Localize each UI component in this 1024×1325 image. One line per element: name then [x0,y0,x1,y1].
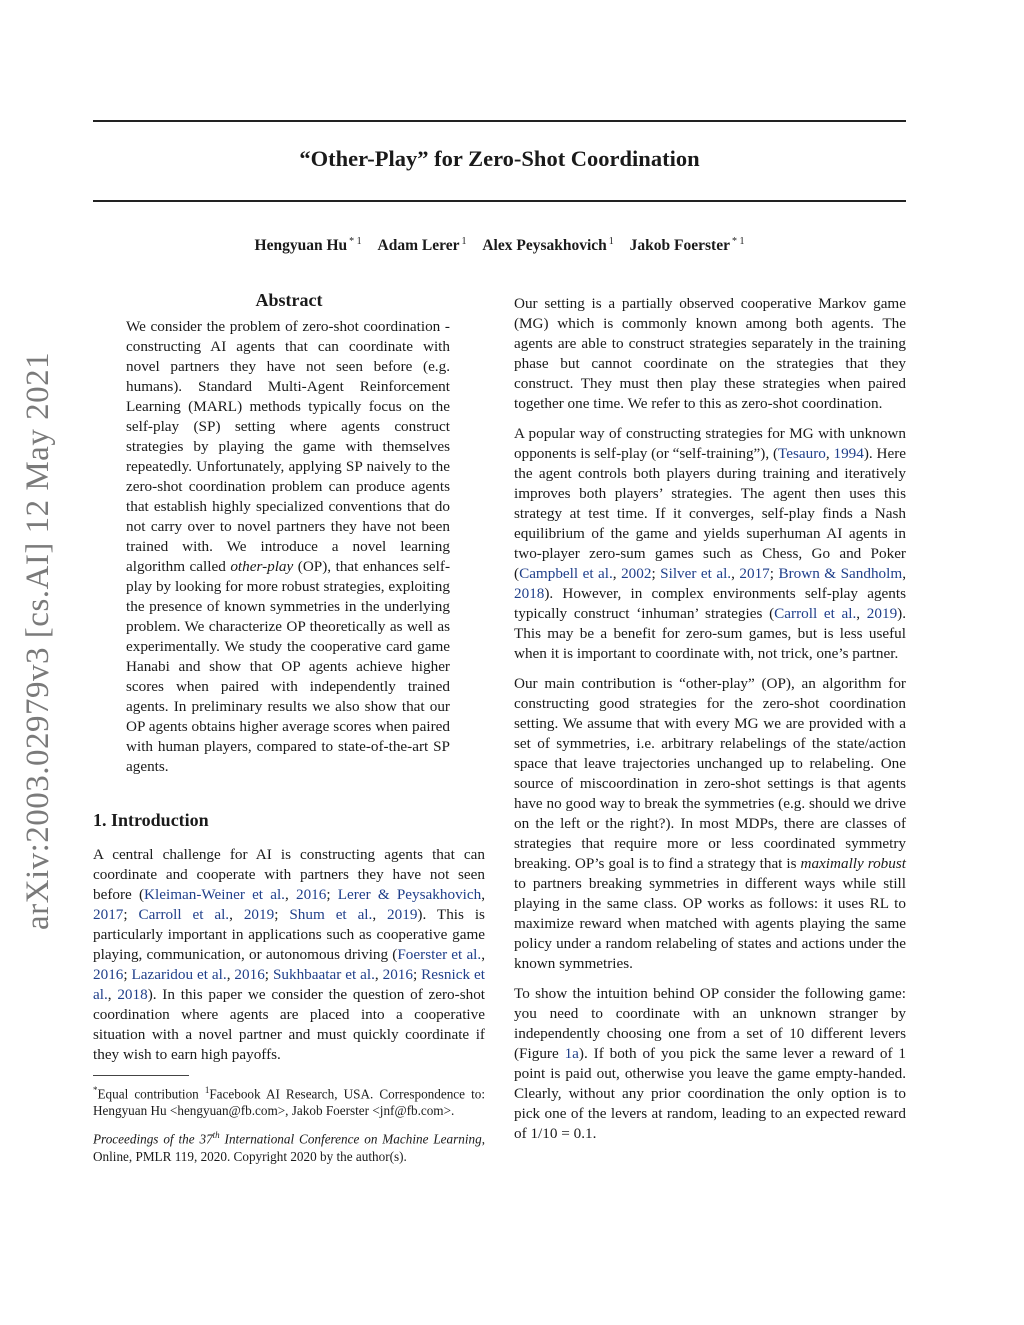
title-rule-bottom [93,200,906,202]
citation-link[interactable]: Shum et al. [289,906,373,923]
citation-link[interactable]: Silver et al. [660,565,732,582]
citation-year-link[interactable]: 2018 [514,585,545,602]
figure-reference-link[interactable]: 1a [564,1045,579,1062]
citation-link[interactable]: Resnick et al. [93,966,485,1003]
citation-year-link[interactable]: 2019 [387,906,418,923]
citation-year-link[interactable]: 2016 [295,886,327,903]
citation-link[interactable]: Lazaridou et al. [131,966,227,983]
footnote-affiliations: *Equal contribution $^1$Facebook AI Research, USA. Correspondence to: Hengyuan Hu <hengyuan@fb.com>, Jakob Foerster <jnf@fb.com>. [93,1085,485,1119]
section-heading-introduction: 1. Introduction [93,810,209,830]
citation-link[interactable]: Brown & Sandholm [778,565,903,582]
footnote-divider [93,1075,189,1076]
citation-link[interactable]: Sukhbaatar et al. [272,966,375,983]
citation-year-link[interactable]: 2016 [234,966,265,983]
citation-year-link[interactable]: 2017 [739,565,770,582]
citation-link[interactable]: Lerer & Peysakhovich [337,886,482,903]
citation-year-link[interactable]: 2016 [93,966,124,983]
abstract-heading: Abstract [255,290,323,310]
citation-link[interactable]: Foerster et al. [397,946,482,963]
body-paragraph: To show the intuition behind OP consider the following game: you need to coordinate with an unknown stranger by independently choosing one from a set of 10 different levers (Figure 1a). If both of you pick the same lever a reward of 1 point is paid out, otherwise you leave the game empty-handed. Clearly, without any prior coordination the only option is to pick one of the levers at random, leading to an expected reward of 1/10 = 0.1. [514,985,906,1142]
body-paragraph: Our main contribution is “other-play” (OP), an algorithm for constructing good strategies for the zero-shot coordination setting. We assume that with every MG we are provided with a set of symmetries, i.e. arbitrary relabelings of the state/action space that leave trajectories unchanged up to relabeling. One source of miscoordination in zero-shot settings is that agents have no good way to break the symmetries (e.g. should we drive on the left or the right?). In most MDPs, there are classes of strategies that require more or less coordinated symmetry breaking. OP’s goal is to find a strategy that is maximally robust to partners breaking symmetries in different ways while still playing in the same class. OP works as follows: it uses RL to maximize reward when matched with agents playing the same policy under a random relabeling of states and actions under the known symmetries. [514,675,906,972]
citation-link[interactable]: Carroll et al. [774,605,857,622]
citation-link[interactable]: Campbell et al. [519,565,613,582]
author-name: Alex Peysakhovich $^1$ [482,236,614,254]
citation-year-link[interactable]: 2018 [117,986,148,1003]
author-list [93,236,906,255]
title-rule-top [93,120,906,122]
footnote-proceedings: Proceedings of the 37th International Conference on Machine Learning, Online, PMLR 119, 2020. Copyright 2020 by the author(s). [93,1130,485,1164]
paper-title: “Other-Play” for Zero-Shot Coordination [299,146,700,171]
citation-link[interactable]: Carroll et al. [138,906,230,923]
body-paragraph: A popular way of constructing strategies for MG with unknown opponents is self-play (or “self-training”), (Tesauro, 1994). Here the agent controls both players during training and iteratively improves both players’ strategies. The agent then uses this strategy at test time. If it converges, self-play finds a Nash equilibrium of the game and yields superhuman AI agents in two-player zero-sum games such as Chess, Go and Poker (Campbell et al., 2002; Silver et al., 2017; Brown & Sandholm, 2018). However, in complex environments self-play agents typically construct ‘inhuman’ strategies (Carroll et al., 2019). This may be a benefit for zero-sum games, but is less useful when it is important to coordinate with, not trick, one’s partner. [514,425,907,662]
body-paragraph: Our setting is a partially observed cooperative Markov game (MG) which is commonly known among both agents. The agents are able to construct strategies separately in the training phase but cannot coordinate on the strategies that they construct. They must then play these strategies when paired together one time. We refer to this as zero-shot coordination. [514,295,906,412]
left-column [93,290,485,1173]
right-column [514,294,906,1154]
citation-link[interactable]: Kleiman-Weiner et al. [144,886,285,903]
citation-year-link[interactable]: 2019 [866,605,898,622]
author-name: Jakob Foerster $^{* 1}$ [629,236,745,254]
intro-paragraph: A central challenge for AI is constructing agents that can coordinate and cooperate with partners they have not seen before (Kleiman-Weiner et al., 2016; Lerer & Peysakhovich, 2017; Carroll et al., 2019; Shum et al., 2019). This is particularly important in applications such as cooperative game playing, communication, or autonomous driving (Foerster et al., 2016; Lazaridou et al., 2016; Sukhbaatar et al., 2016; Resnick et al., 2018). In this paper we consider the question of zero-shot coordination where agents are placed into a cooperative situation with a novel partner and must quickly coordinate if they wish to earn high payoffs. [93,846,486,1063]
author-name: Adam Lerer $^1$ [377,236,467,254]
citation-year-link[interactable]: 2019 [243,906,275,923]
citation-year-link[interactable]: 2002 [621,565,652,582]
citation-year-link[interactable]: 2017 [93,906,124,923]
citation-year-link[interactable]: 1994 [833,445,864,462]
citation-link[interactable]: Tesauro [778,445,826,462]
citation-year-link[interactable]: 2016 [382,966,413,983]
abstract-text: We consider the problem of zero-shot coordination - constructing AI agents that can coordinate with novel partners they have not seen before (e.g. humans). Standard Multi-Agent Reinforcement Learning (MARL) methods typically focus on the self-play (SP) setting where agents construct strategies by playing the game with themselves repeatedly. Unfortunately, applying SP naively to the zero-shot coordination problem can produce agents that establish highly specialized conventions that do not carry over to novel partners they have not been trained with. We introduce a novel learning algorithm called other-play (OP), that enhances self-play by looking for more robust strategies, exploiting the presence of known symmetries in the underlying problem. We characterize OP theoretically as well as experimentally. We study the cooperative card game Hanabi and show that OP agents achieve higher scores when paired with independently trained agents. In preliminary results we also show that our OP agents obtains higher average scores when paired with human players, compared to state-of-the-art SP agents. [126,318,451,775]
author-name: Hengyuan Hu $^{* 1}$ [254,236,362,254]
arxiv-identifier: arXiv:2003.02979v3 [cs.AI] 12 May 2021 [20,351,56,930]
